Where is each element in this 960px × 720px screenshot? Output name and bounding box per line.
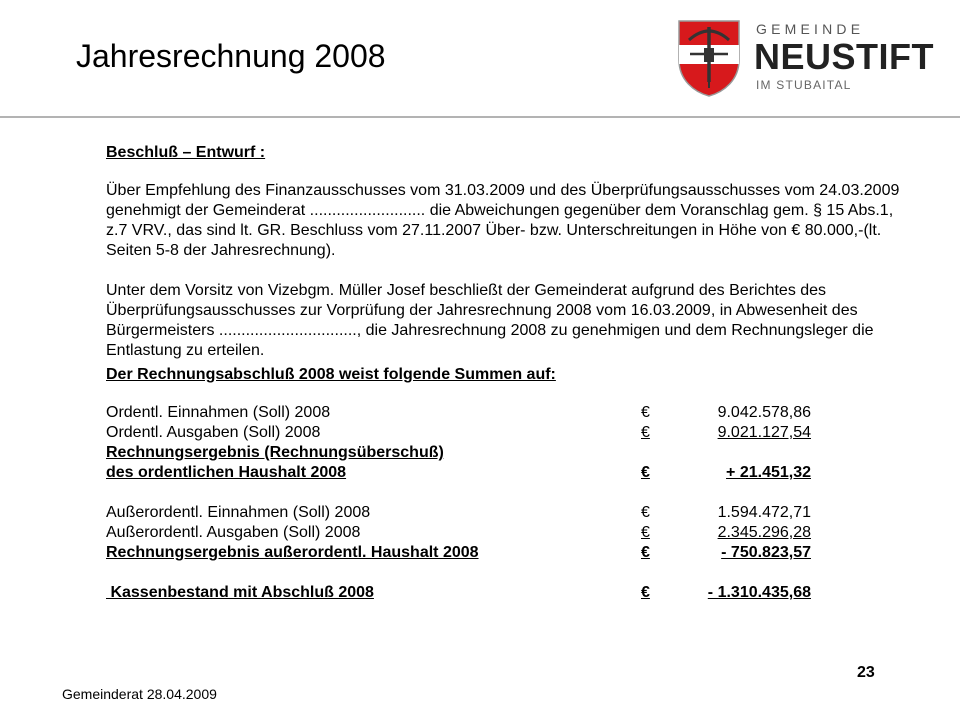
row-amount: 9.021.127,54 <box>717 424 811 441</box>
footer-text: Gemeinderat 28.04.2009 <box>62 686 217 702</box>
municipality-logo <box>676 16 946 102</box>
row-currency <box>641 443 671 463</box>
row-label: Kassenbestand mit Abschluß 2008 <box>106 584 374 601</box>
row-amount: - 1.310.435,68 <box>707 584 811 601</box>
page-number: 23 <box>857 664 875 681</box>
logo-name: NEUSTIFT <box>754 36 934 77</box>
table-row <box>106 543 906 563</box>
table-row <box>106 423 906 443</box>
row-amount <box>671 443 811 463</box>
slide-title: Jahresrechnung 2008 <box>76 38 386 74</box>
row-currency: € <box>641 584 650 601</box>
row-currency: € <box>641 504 650 521</box>
resolution-heading: Beschluß – Entwurf : <box>106 144 266 161</box>
logo-top-text: GEMEINDE <box>756 21 865 37</box>
row-label: Rechnungsergebnis außerordentl. Haushalt 2008 <box>106 544 479 561</box>
table-row <box>106 463 906 483</box>
table-row <box>106 523 906 543</box>
coat-of-arms-icon <box>676 18 742 98</box>
row-label: Außerordentl. Einnahmen (Soll) 2008 <box>106 504 371 521</box>
logo-subtitle: IM STUBAITAL <box>756 78 852 92</box>
row-currency: € <box>641 404 650 421</box>
row-currency: € <box>641 524 650 541</box>
table-row <box>106 403 906 423</box>
row-currency: € <box>641 464 650 481</box>
table-row <box>106 503 906 523</box>
row-currency: € <box>641 424 650 441</box>
row-label: Ordentl. Einnahmen (Soll) 2008 <box>106 404 331 421</box>
row-label: Außerordentl. Ausgaben (Soll) 2008 <box>106 524 361 541</box>
row-amount: - 750.823,57 <box>721 544 811 561</box>
row-amount: 1.594.472,71 <box>717 504 811 521</box>
table-row <box>106 443 906 463</box>
row-label: Rechnungsergebnis (Rechnungsüberschuß) <box>106 444 444 461</box>
resolution-paragraph-1: Über Empfehlung des Finanzausschusses vom 31.03.2009 und des Überprüfungsausschusses vom 24.03.2009 genehmigt der Gemeinderat .......................... die Abweichungen gegenüber dem Voranschlag gem. § 15 Abs.1, z.7 VRV., das sind lt. GR. Beschluss vom 27.11.2007 Über- bzw. Unterschreitungen in Höhe von € 80.000,-(lt. Seiten 5-8 der Jahresrechnung). <box>106 182 900 259</box>
table-row <box>106 583 906 603</box>
header-divider <box>0 116 960 118</box>
resolution-paragraph-2: Unter dem Vorsitz von Vizebgm. Müller Josef beschließt der Gemeinderat aufgrund des Berichtes des Überprüfungsausschusses zur Vorprüfung der Jahresrechnung 2008 vom 16.03.2009, in Abwesenheit des Bürgermeisters ..............................., die Jahresrechnung 2008 zu genehmigen und dem Rechnungsleger die Entlastung zu erteilen. <box>106 282 874 359</box>
slide-content <box>106 143 906 603</box>
row-amount: 9.042.578,86 <box>717 404 811 421</box>
row-amount: 2.345.296,28 <box>717 524 811 541</box>
row-label: des ordentlichen Haushalt 2008 <box>106 464 347 481</box>
summary-heading: Der Rechnungsabschluß 2008 weist folgende Summen auf: <box>106 366 556 383</box>
row-currency: € <box>641 544 650 561</box>
row-label: Ordentl. Ausgaben (Soll) 2008 <box>106 424 321 441</box>
row-amount: + 21.451,32 <box>726 464 811 481</box>
